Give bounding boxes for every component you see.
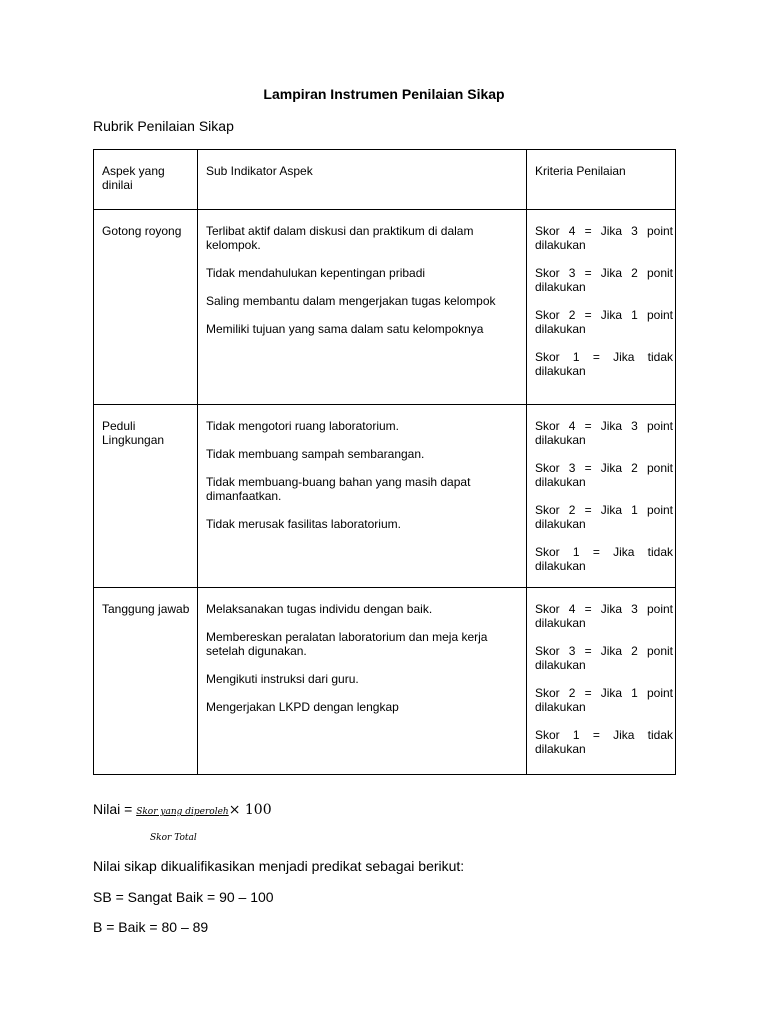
indicator-item: Tidak membuang-buang bahan yang masih dapat dimanfaatkan. [206,475,471,503]
table-row [94,210,676,405]
indicator-item: Terlibat aktif dalam diskusi dan praktikum di dalam kelompok. [206,224,474,252]
formula-label: Nilai = [93,801,137,817]
indicator-item: Tidak merusak fasilitas laboratorium. [206,517,401,531]
indicator-item: Tidak mengotori ruang laboratorium. [206,419,399,433]
criteria-cell [527,405,676,588]
aspect-label: Tanggung jawab [102,602,190,616]
criteria-list [527,588,675,756]
criteria-item: Skor 2 = Jika 1 point dilakukan [535,503,673,531]
indicator-item: Melaksanakan tugas individu dengan baik. [206,602,433,616]
aspect-cell [94,588,198,775]
criteria-item: Skor 2 = Jika 1 point dilakukan [535,686,673,714]
header-cell [94,150,198,210]
table-header-row [94,150,676,210]
document-subtitle: Rubrik Penilaian Sikap [93,118,234,134]
criteria-item: Skor 1 = Jika tidak dilakukan [535,545,673,573]
paragraph-qualification: Nilai sikap dikualifikasikan menjadi predikat sebagai berikut: [93,858,465,874]
criteria-item: Skor 2 = Jika 1 point dilakukan [535,308,673,336]
table-row [94,405,676,588]
indicator-item: Tidak membuang sampah sembarangan. [206,447,425,461]
indicator-list [198,210,526,336]
criteria-item: Skor 4 = Jika 3 point dilakukan [535,419,673,447]
rubric-table [93,149,676,775]
aspect-label: Gotong royong [102,224,182,238]
aspect-cell [94,405,198,588]
paragraph-b: B = Baik = 80 – 89 [93,919,209,935]
criteria-cell [527,588,676,775]
header-cell [198,150,527,210]
criteria-item: Skor 1 = Jika tidak dilakukan [535,728,673,756]
aspect-label: Peduli Lingkungan [102,419,165,447]
criteria-item: Skor 1 = Jika tidak dilakukan [535,350,673,378]
criteria-list [527,210,675,378]
criteria-item: Skor 3 = Jika 2 ponit dilakukan [535,266,673,294]
aspect-cell [94,210,198,405]
criteria-list [527,405,675,573]
criteria-item: Skor 3 = Jika 2 ponit dilakukan [535,461,673,489]
table-row [94,588,676,775]
indicator-cell [198,588,527,775]
criteria-item: Skor 4 = Jika 3 point dilakukan [535,224,673,252]
indicator-item: Mengikuti instruksi dari guru. [206,672,359,686]
score-formula [93,801,272,818]
indicator-list [198,405,526,531]
header-cell [527,150,676,210]
formula-multiplier: × 100 [228,802,272,818]
indicator-list [198,588,526,714]
header-aspect: Aspek yang dinilai [102,164,165,192]
indicator-cell [198,405,527,588]
indicator-item: Memiliki tujuan yang sama dalam satu kelompoknya [206,322,484,336]
indicator-item: Tidak mendahulukan kepentingan pribadi [206,266,426,280]
header-criteria: Kriteria Penilaian [535,164,626,178]
indicator-cell [198,210,527,405]
document-title: Lampiran Instrumen Penilaian Sikap [263,86,505,102]
indicator-item: Membereskan peralatan laboratorium dan meja kerja setelah digunakan. [206,630,488,658]
header-indicator: Sub Indikator Aspek [206,164,313,178]
paragraph-sb: SB = Sangat Baik = 90 – 100 [93,889,274,905]
indicator-item: Saling membantu dalam mengerjakan tugas kelompok [206,294,496,308]
criteria-cell [527,210,676,405]
formula-denominator: Skor Total [150,833,197,843]
criteria-item: Skor 3 = Jika 2 ponit dilakukan [535,644,673,672]
indicator-item: Mengerjakan LKPD dengan lengkap [206,700,399,714]
criteria-item: Skor 4 = Jika 3 point dilakukan [535,602,673,630]
formula-numerator: Skor yang diperoleh [136,807,229,817]
